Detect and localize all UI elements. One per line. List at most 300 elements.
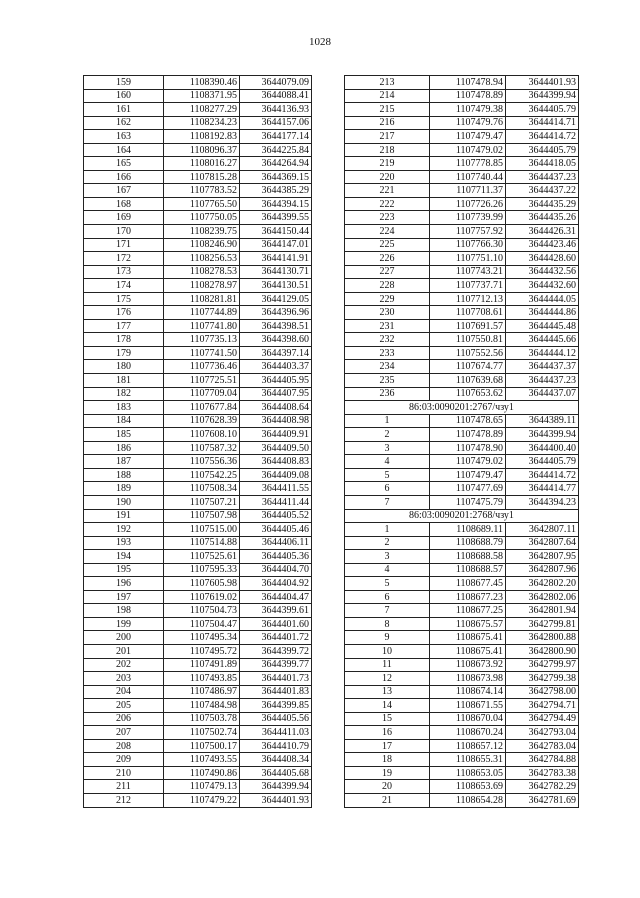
y-coordinate: 3644404.47 xyxy=(240,590,312,604)
y-coordinate: 3644398.51 xyxy=(240,319,312,333)
y-coordinate: 3642802.20 xyxy=(506,577,579,591)
table-row xyxy=(345,780,579,794)
x-coordinate: 1108670.04 xyxy=(430,712,506,726)
y-coordinate: 3644410.79 xyxy=(240,739,312,753)
point-number: 210 xyxy=(84,766,164,780)
y-coordinate: 3642793.04 xyxy=(506,726,579,740)
x-coordinate: 1107493.85 xyxy=(164,672,240,686)
table-row xyxy=(84,509,312,523)
table-row xyxy=(84,76,312,90)
x-coordinate: 1107628.39 xyxy=(164,414,240,428)
point-number: 214 xyxy=(345,89,430,103)
coordinates-table-right xyxy=(344,75,579,808)
y-coordinate: 3642799.81 xyxy=(506,617,579,631)
y-coordinate: 3642783.38 xyxy=(506,766,579,780)
point-number: 198 xyxy=(84,604,164,618)
x-coordinate: 1108239.75 xyxy=(164,225,240,239)
table-row xyxy=(84,306,312,320)
point-number: 234 xyxy=(345,360,430,374)
x-coordinate: 1107479.47 xyxy=(430,468,506,482)
parcel-id: 86:03:0090201:2768/чзу1 xyxy=(345,509,579,523)
table-row xyxy=(84,523,312,537)
y-coordinate: 3644405.79 xyxy=(506,143,579,157)
x-coordinate: 1107478.90 xyxy=(430,441,506,455)
x-coordinate: 1107783.52 xyxy=(164,184,240,198)
y-coordinate: 3644405.79 xyxy=(506,455,579,469)
parcel-header-row xyxy=(345,509,579,523)
y-coordinate: 3644399.85 xyxy=(240,699,312,713)
x-coordinate: 1107490.86 xyxy=(164,766,240,780)
point-number: 224 xyxy=(345,225,430,239)
table-row xyxy=(345,414,579,428)
x-coordinate: 1107479.47 xyxy=(430,130,506,144)
table-row xyxy=(345,333,579,347)
x-coordinate: 1107750.05 xyxy=(164,211,240,225)
y-coordinate: 3644401.93 xyxy=(506,76,579,90)
y-coordinate: 3644411.03 xyxy=(240,726,312,740)
point-number: 1 xyxy=(345,414,430,428)
y-coordinate: 3644405.36 xyxy=(240,550,312,564)
point-number: 203 xyxy=(84,672,164,686)
table-row xyxy=(345,184,579,198)
table-row xyxy=(84,184,312,198)
point-number: 10 xyxy=(345,644,430,658)
table-row xyxy=(84,130,312,144)
point-number: 167 xyxy=(84,184,164,198)
y-coordinate: 3644408.34 xyxy=(240,753,312,767)
table-row xyxy=(345,631,579,645)
y-coordinate: 3644432.60 xyxy=(506,279,579,293)
y-coordinate: 3642794.49 xyxy=(506,712,579,726)
table-row xyxy=(84,550,312,564)
y-coordinate: 3644437.23 xyxy=(506,374,579,388)
point-number: 202 xyxy=(84,658,164,672)
table-row xyxy=(345,482,579,496)
y-coordinate: 3644399.61 xyxy=(240,604,312,618)
table-row xyxy=(345,753,579,767)
y-coordinate: 3644079.09 xyxy=(240,76,312,90)
point-number: 3 xyxy=(345,441,430,455)
x-coordinate: 1107735.13 xyxy=(164,333,240,347)
table-row xyxy=(84,211,312,225)
x-coordinate: 1108653.05 xyxy=(430,766,506,780)
table-row xyxy=(84,590,312,604)
table-row xyxy=(84,699,312,713)
x-coordinate: 1107479.38 xyxy=(430,103,506,117)
point-number: 168 xyxy=(84,197,164,211)
x-coordinate: 1108016.27 xyxy=(164,157,240,171)
x-coordinate: 1107725.51 xyxy=(164,374,240,388)
table-row xyxy=(345,523,579,537)
x-coordinate: 1107741.50 xyxy=(164,346,240,360)
point-number: 181 xyxy=(84,374,164,388)
point-number: 15 xyxy=(345,712,430,726)
y-coordinate: 3644147.01 xyxy=(240,238,312,252)
x-coordinate: 1108277.29 xyxy=(164,103,240,117)
table-row xyxy=(345,563,579,577)
table-row xyxy=(345,577,579,591)
point-number: 5 xyxy=(345,468,430,482)
x-coordinate: 1108234.23 xyxy=(164,116,240,130)
x-coordinate: 1108096.37 xyxy=(164,143,240,157)
y-coordinate: 3644399.94 xyxy=(506,89,579,103)
x-coordinate: 1107479.22 xyxy=(164,793,240,807)
y-coordinate: 3642799.38 xyxy=(506,672,579,686)
point-number: 220 xyxy=(345,170,430,184)
y-coordinate: 3642801.94 xyxy=(506,604,579,618)
point-number: 174 xyxy=(84,279,164,293)
point-number: 204 xyxy=(84,685,164,699)
y-coordinate: 3644418.05 xyxy=(506,157,579,171)
x-coordinate: 1108677.45 xyxy=(430,577,506,591)
point-number: 182 xyxy=(84,387,164,401)
point-number: 2 xyxy=(345,428,430,442)
y-coordinate: 3644401.73 xyxy=(240,672,312,686)
table-row xyxy=(345,292,579,306)
table-row xyxy=(345,387,579,401)
point-number: 162 xyxy=(84,116,164,130)
table-row xyxy=(84,319,312,333)
point-number: 11 xyxy=(345,658,430,672)
y-coordinate: 3644414.71 xyxy=(506,116,579,130)
y-coordinate: 3644400.40 xyxy=(506,441,579,455)
x-coordinate: 1108675.41 xyxy=(430,631,506,645)
point-number: 172 xyxy=(84,252,164,266)
x-coordinate: 1107515.00 xyxy=(164,523,240,537)
table-row xyxy=(84,346,312,360)
table-row xyxy=(84,197,312,211)
y-coordinate: 3644399.72 xyxy=(240,644,312,658)
x-coordinate: 1107552.56 xyxy=(430,346,506,360)
table-row xyxy=(84,265,312,279)
x-coordinate: 1107766.30 xyxy=(430,238,506,252)
x-coordinate: 1107479.02 xyxy=(430,455,506,469)
x-coordinate: 1107479.76 xyxy=(430,116,506,130)
x-coordinate: 1108688.79 xyxy=(430,536,506,550)
point-number: 196 xyxy=(84,577,164,591)
parcel-header-row xyxy=(345,401,579,415)
y-coordinate: 3642781.69 xyxy=(506,793,579,807)
x-coordinate: 1107744.89 xyxy=(164,306,240,320)
point-number: 230 xyxy=(345,306,430,320)
point-number: 227 xyxy=(345,265,430,279)
x-coordinate: 1107542.25 xyxy=(164,468,240,482)
point-number: 183 xyxy=(84,401,164,415)
table-row xyxy=(84,726,312,740)
y-coordinate: 3644437.37 xyxy=(506,360,579,374)
x-coordinate: 1107691.57 xyxy=(430,319,506,333)
x-coordinate: 1107674.77 xyxy=(430,360,506,374)
point-number: 185 xyxy=(84,428,164,442)
x-coordinate: 1107504.47 xyxy=(164,617,240,631)
point-number: 6 xyxy=(345,482,430,496)
point-number: 178 xyxy=(84,333,164,347)
point-number: 8 xyxy=(345,617,430,631)
point-number: 221 xyxy=(345,184,430,198)
y-coordinate: 3644445.66 xyxy=(506,333,579,347)
y-coordinate: 3644435.29 xyxy=(506,197,579,211)
point-number: 191 xyxy=(84,509,164,523)
table-row xyxy=(345,157,579,171)
point-number: 226 xyxy=(345,252,430,266)
point-number: 186 xyxy=(84,441,164,455)
x-coordinate: 1107556.36 xyxy=(164,455,240,469)
point-number: 13 xyxy=(345,685,430,699)
x-coordinate: 1107608.10 xyxy=(164,428,240,442)
y-coordinate: 3644401.93 xyxy=(240,793,312,807)
point-number: 14 xyxy=(345,699,430,713)
y-coordinate: 3644398.60 xyxy=(240,333,312,347)
y-coordinate: 3642800.88 xyxy=(506,631,579,645)
table-row xyxy=(84,360,312,374)
y-coordinate: 3644414.72 xyxy=(506,468,579,482)
y-coordinate: 3644409.91 xyxy=(240,428,312,442)
y-coordinate: 3644399.94 xyxy=(506,428,579,442)
x-coordinate: 1107709.04 xyxy=(164,387,240,401)
table-row xyxy=(345,739,579,753)
point-number: 165 xyxy=(84,157,164,171)
point-number: 176 xyxy=(84,306,164,320)
y-coordinate: 3642807.96 xyxy=(506,563,579,577)
x-coordinate: 1107491.89 xyxy=(164,658,240,672)
x-coordinate: 1108371.95 xyxy=(164,89,240,103)
table-row xyxy=(84,252,312,266)
point-number: 211 xyxy=(84,780,164,794)
parcel-id: 86:03:0090201:2767/чзу1 xyxy=(345,401,579,415)
point-number: 222 xyxy=(345,197,430,211)
point-number: 187 xyxy=(84,455,164,469)
table-row xyxy=(345,319,579,333)
table-row xyxy=(345,590,579,604)
point-number: 9 xyxy=(345,631,430,645)
table-row xyxy=(84,455,312,469)
y-coordinate: 3642799.97 xyxy=(506,658,579,672)
x-coordinate: 1107477.69 xyxy=(430,482,506,496)
y-coordinate: 3644399.94 xyxy=(240,780,312,794)
table-row xyxy=(84,563,312,577)
y-coordinate: 3644141.91 xyxy=(240,252,312,266)
point-number: 175 xyxy=(84,292,164,306)
table-row xyxy=(345,712,579,726)
table-row xyxy=(345,116,579,130)
table-row xyxy=(84,577,312,591)
table-row xyxy=(345,170,579,184)
point-number: 205 xyxy=(84,699,164,713)
x-coordinate: 1108246.90 xyxy=(164,238,240,252)
point-number: 218 xyxy=(345,143,430,157)
y-coordinate: 3644399.77 xyxy=(240,658,312,672)
x-coordinate: 1107514.88 xyxy=(164,536,240,550)
x-coordinate: 1108653.69 xyxy=(430,780,506,794)
table-row xyxy=(345,211,579,225)
point-number: 163 xyxy=(84,130,164,144)
point-number: 217 xyxy=(345,130,430,144)
y-coordinate: 3644405.56 xyxy=(240,712,312,726)
point-number: 195 xyxy=(84,563,164,577)
y-coordinate: 3644405.46 xyxy=(240,523,312,537)
y-coordinate: 3644445.48 xyxy=(506,319,579,333)
x-coordinate: 1107739.99 xyxy=(430,211,506,225)
table-row xyxy=(84,279,312,293)
table-row xyxy=(345,76,579,90)
y-coordinate: 3644088.41 xyxy=(240,89,312,103)
table-row xyxy=(345,644,579,658)
table-row xyxy=(345,89,579,103)
y-coordinate: 3644409.50 xyxy=(240,441,312,455)
y-coordinate: 3644401.83 xyxy=(240,685,312,699)
table-row xyxy=(345,455,579,469)
y-coordinate: 3644399.55 xyxy=(240,211,312,225)
y-coordinate: 3644408.83 xyxy=(240,455,312,469)
point-number: 229 xyxy=(345,292,430,306)
y-coordinate: 3644406.11 xyxy=(240,536,312,550)
x-coordinate: 1108675.57 xyxy=(430,617,506,631)
table-row xyxy=(84,672,312,686)
x-coordinate: 1107500.17 xyxy=(164,739,240,753)
x-coordinate: 1107525.61 xyxy=(164,550,240,564)
x-coordinate: 1107475.79 xyxy=(430,495,506,509)
y-coordinate: 3644444.86 xyxy=(506,306,579,320)
table-row xyxy=(345,441,579,455)
x-coordinate: 1107743.21 xyxy=(430,265,506,279)
y-coordinate: 3644405.52 xyxy=(240,509,312,523)
y-coordinate: 3644411.55 xyxy=(240,482,312,496)
y-coordinate: 3644437.22 xyxy=(506,184,579,198)
table-row xyxy=(345,617,579,631)
y-coordinate: 3644435.26 xyxy=(506,211,579,225)
point-number: 171 xyxy=(84,238,164,252)
y-coordinate: 3644403.37 xyxy=(240,360,312,374)
y-coordinate: 3644225.84 xyxy=(240,143,312,157)
x-coordinate: 1107712.13 xyxy=(430,292,506,306)
table-row xyxy=(84,658,312,672)
x-coordinate: 1108688.57 xyxy=(430,563,506,577)
x-coordinate: 1108278.53 xyxy=(164,265,240,279)
table-row xyxy=(345,766,579,780)
y-coordinate: 3644428.60 xyxy=(506,252,579,266)
table-row xyxy=(84,333,312,347)
y-coordinate: 3644405.95 xyxy=(240,374,312,388)
table-row xyxy=(345,536,579,550)
point-number: 190 xyxy=(84,495,164,509)
point-number: 16 xyxy=(345,726,430,740)
point-number: 17 xyxy=(345,739,430,753)
y-coordinate: 3644150.44 xyxy=(240,225,312,239)
point-number: 188 xyxy=(84,468,164,482)
x-coordinate: 1107504.73 xyxy=(164,604,240,618)
point-number: 5 xyxy=(345,577,430,591)
y-coordinate: 3644394.15 xyxy=(240,197,312,211)
table-row xyxy=(84,374,312,388)
point-number: 216 xyxy=(345,116,430,130)
table-row xyxy=(84,401,312,415)
point-number: 231 xyxy=(345,319,430,333)
y-coordinate: 3642798.00 xyxy=(506,685,579,699)
point-number: 2 xyxy=(345,536,430,550)
y-coordinate: 3644414.72 xyxy=(506,130,579,144)
table-row xyxy=(84,414,312,428)
table-row xyxy=(345,306,579,320)
x-coordinate: 1108677.23 xyxy=(430,590,506,604)
point-number: 215 xyxy=(345,103,430,117)
table-row xyxy=(84,387,312,401)
point-number: 233 xyxy=(345,346,430,360)
y-coordinate: 3644136.93 xyxy=(240,103,312,117)
y-coordinate: 3644405.68 xyxy=(240,766,312,780)
table-row xyxy=(84,441,312,455)
point-number: 6 xyxy=(345,590,430,604)
x-coordinate: 1107741.80 xyxy=(164,319,240,333)
table-row xyxy=(84,116,312,130)
point-number: 12 xyxy=(345,672,430,686)
table-row xyxy=(345,374,579,388)
y-coordinate: 3644404.70 xyxy=(240,563,312,577)
x-coordinate: 1108671.55 xyxy=(430,699,506,713)
point-number: 213 xyxy=(345,76,430,90)
y-coordinate: 3644407.95 xyxy=(240,387,312,401)
table-row xyxy=(345,265,579,279)
point-number: 161 xyxy=(84,103,164,117)
x-coordinate: 1107619.02 xyxy=(164,590,240,604)
y-coordinate: 3644130.51 xyxy=(240,279,312,293)
table-row xyxy=(345,279,579,293)
x-coordinate: 1107495.34 xyxy=(164,631,240,645)
y-coordinate: 3644396.96 xyxy=(240,306,312,320)
point-number: 194 xyxy=(84,550,164,564)
x-coordinate: 1107605.98 xyxy=(164,577,240,591)
y-coordinate: 3644432.56 xyxy=(506,265,579,279)
x-coordinate: 1107737.71 xyxy=(430,279,506,293)
x-coordinate: 1107479.13 xyxy=(164,780,240,794)
y-coordinate: 3644414.77 xyxy=(506,482,579,496)
table-row xyxy=(345,495,579,509)
table-row xyxy=(84,238,312,252)
x-coordinate: 1107495.72 xyxy=(164,644,240,658)
point-number: 192 xyxy=(84,523,164,537)
y-coordinate: 3644405.79 xyxy=(506,103,579,117)
point-number: 18 xyxy=(345,753,430,767)
y-coordinate: 3642784.88 xyxy=(506,753,579,767)
table-row xyxy=(345,103,579,117)
y-coordinate: 3644264.94 xyxy=(240,157,312,171)
y-coordinate: 3644389.11 xyxy=(506,414,579,428)
page-number: 1028 xyxy=(309,36,331,48)
y-coordinate: 3644437.23 xyxy=(506,170,579,184)
table-row xyxy=(84,793,312,807)
y-coordinate: 3644404.92 xyxy=(240,577,312,591)
table-row xyxy=(84,617,312,631)
point-number: 20 xyxy=(345,780,430,794)
x-coordinate: 1107595.33 xyxy=(164,563,240,577)
point-number: 21 xyxy=(345,793,430,807)
x-coordinate: 1107765.50 xyxy=(164,197,240,211)
x-coordinate: 1107503.78 xyxy=(164,712,240,726)
x-coordinate: 1107639.68 xyxy=(430,374,506,388)
x-coordinate: 1107478.94 xyxy=(430,76,506,90)
point-number: 3 xyxy=(345,550,430,564)
y-coordinate: 3644401.72 xyxy=(240,631,312,645)
point-number: 208 xyxy=(84,739,164,753)
table-row xyxy=(84,712,312,726)
table-row xyxy=(84,468,312,482)
table-row xyxy=(84,780,312,794)
x-coordinate: 1107778.85 xyxy=(430,157,506,171)
table-row xyxy=(84,292,312,306)
table-row xyxy=(345,225,579,239)
point-number: 4 xyxy=(345,455,430,469)
point-number: 225 xyxy=(345,238,430,252)
table-row xyxy=(84,631,312,645)
